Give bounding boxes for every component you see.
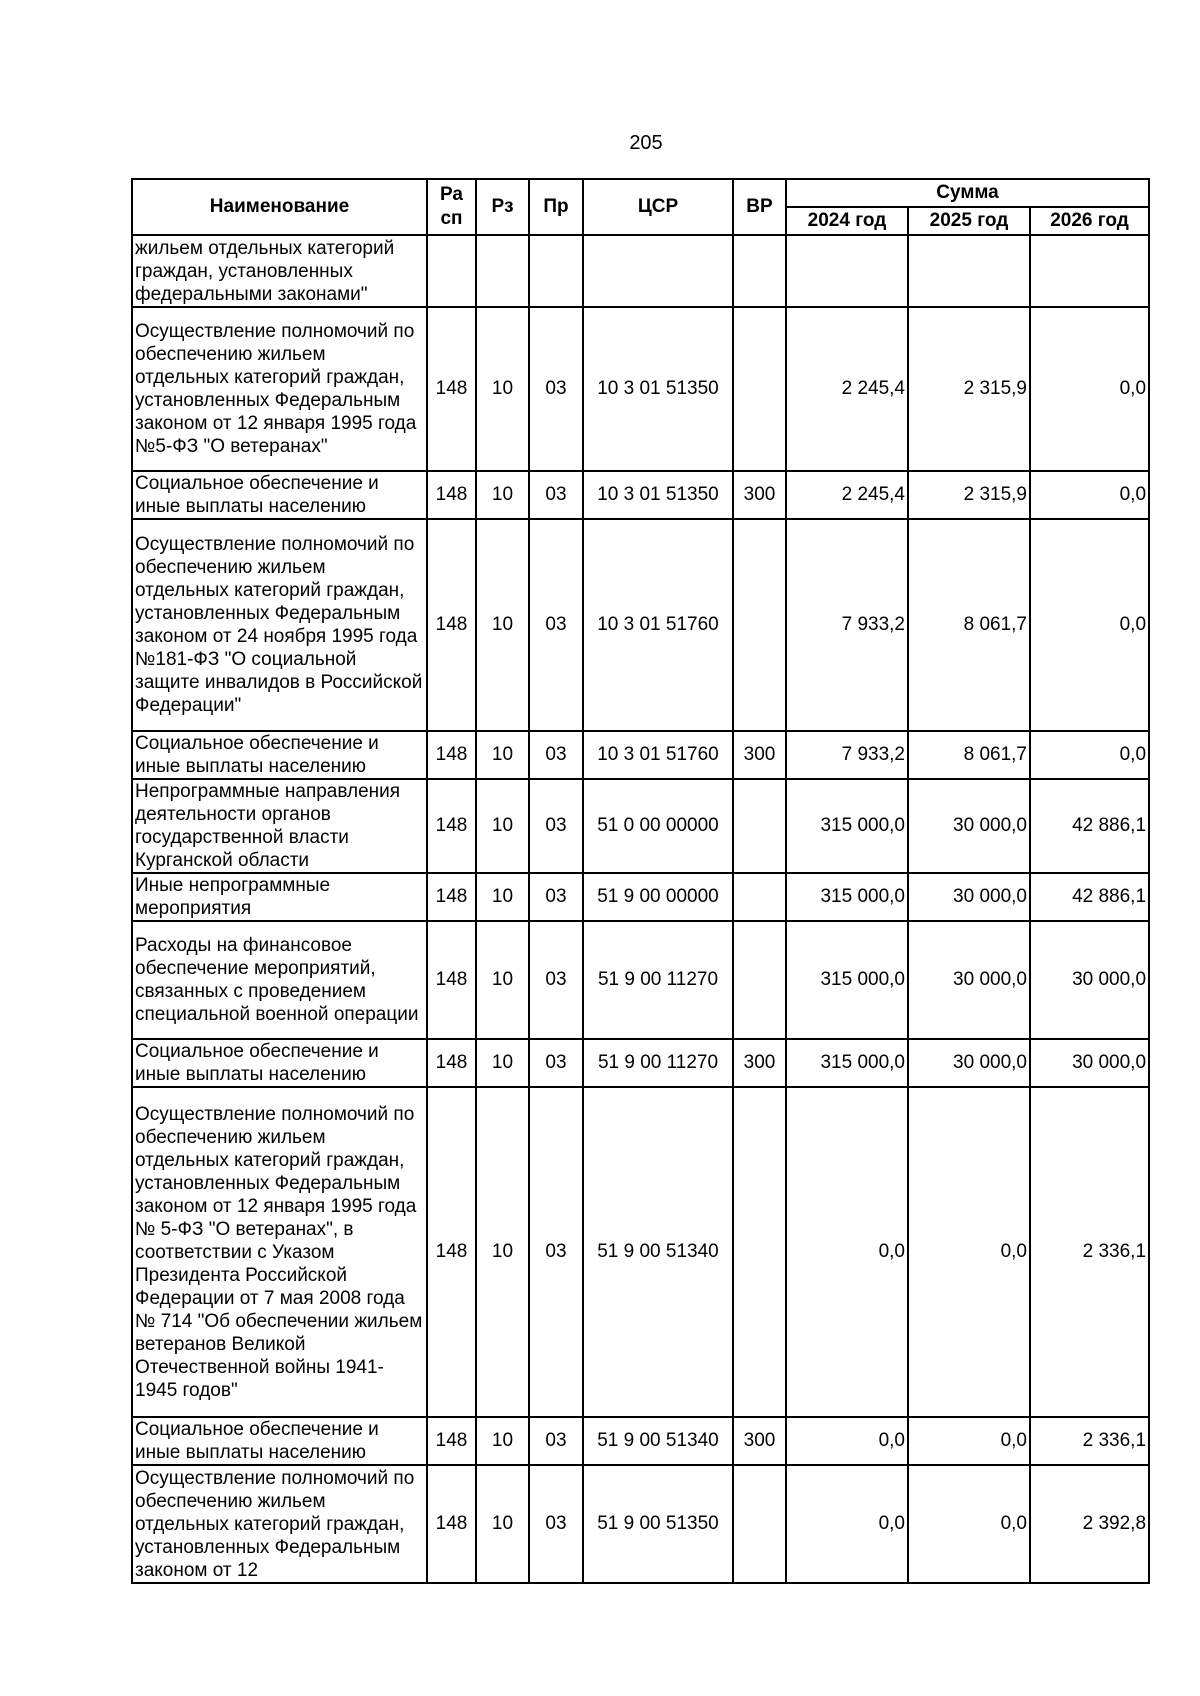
row-name: Осуществление полномочий по обеспечению жильем отдельных категорий граждан, установленных Федеральным законом от 24 ноября 1995 года №181-ФЗ "О социальной защите инвалидов в Российской Федерации" xyxy=(132,519,427,731)
table-row xyxy=(132,235,1149,307)
row-sum-2026: 2 336,1 xyxy=(1030,1087,1149,1417)
row-rz: 10 xyxy=(476,1087,529,1417)
row-pr: 03 xyxy=(529,873,583,921)
row-sum-2026: 0,0 xyxy=(1030,307,1149,471)
row-sum-2026: 2 392,8 xyxy=(1030,1465,1149,1583)
row-name: Осуществление полномочий по обеспечению жильем отдельных категорий граждан, установленных Федеральным законом от 12 января 1995 года № 5-ФЗ "О ветеранах", в соответствии с Указом Президента Российской Федерации от 7 мая 2008 года № 714 "Об обеспечении жильем ветеранов Великой Отечественной войны 1941-1945 годов" xyxy=(132,1087,427,1417)
budget-table xyxy=(131,178,1150,1584)
table-row xyxy=(132,921,1149,1039)
table-row xyxy=(132,873,1149,921)
row-csr: 10 3 01 51350 xyxy=(583,471,733,519)
row-vr: 300 xyxy=(733,471,786,519)
row-rz: 10 xyxy=(476,779,529,873)
row-rasp: 148 xyxy=(427,519,476,731)
row-pr: 03 xyxy=(529,471,583,519)
row-vr: 300 xyxy=(733,1039,786,1087)
row-name: Осуществление полномочий по обеспечению жильем отдельных категорий граждан, установленных Федеральным законом от 12 января 1995 года №5-ФЗ "О ветеранах" xyxy=(132,307,427,471)
row-sum-2026 xyxy=(1030,235,1149,307)
row-sum-2024 xyxy=(786,235,908,307)
row-rz: 10 xyxy=(476,731,529,779)
row-csr xyxy=(583,235,733,307)
row-sum-2025: 0,0 xyxy=(908,1417,1030,1465)
row-sum-2025: 2 315,9 xyxy=(908,307,1030,471)
row-pr: 03 xyxy=(529,1087,583,1417)
row-name: Осуществление полномочий по обеспечению жильем отдельных категорий граждан, установленных Федеральным законом от 12 xyxy=(132,1465,427,1583)
row-sum-2026: 30 000,0 xyxy=(1030,1039,1149,1087)
row-sum-2026: 0,0 xyxy=(1030,731,1149,779)
row-rasp: 148 xyxy=(427,873,476,921)
row-csr: 10 3 01 51350 xyxy=(583,307,733,471)
row-vr xyxy=(733,873,786,921)
row-pr: 03 xyxy=(529,307,583,471)
row-name: Непрограммные направления деятельности органов государственной власти Курганской области xyxy=(132,779,427,873)
row-csr: 10 3 01 51760 xyxy=(583,731,733,779)
row-sum-2024: 315 000,0 xyxy=(786,873,908,921)
header-name: Наименование xyxy=(132,179,427,235)
row-pr: 03 xyxy=(529,731,583,779)
row-rz xyxy=(476,235,529,307)
row-sum-2026: 0,0 xyxy=(1030,519,1149,731)
table-row xyxy=(132,1039,1149,1087)
row-sum-2024: 0,0 xyxy=(786,1087,908,1417)
row-sum-2024: 7 933,2 xyxy=(786,731,908,779)
row-pr: 03 xyxy=(529,921,583,1039)
row-csr: 51 9 00 11270 xyxy=(583,921,733,1039)
header-pr: Пр xyxy=(529,179,583,235)
row-pr: 03 xyxy=(529,1417,583,1465)
row-rz: 10 xyxy=(476,1465,529,1583)
header-2024: 2024 год xyxy=(786,207,908,235)
row-sum-2024: 2 245,4 xyxy=(786,471,908,519)
row-rz: 10 xyxy=(476,921,529,1039)
row-name: Социальное обеспечение и иные выплаты населению xyxy=(132,731,427,779)
row-name: Социальное обеспечение и иные выплаты населению xyxy=(132,1417,427,1465)
table-row xyxy=(132,1465,1149,1583)
row-sum-2026: 42 886,1 xyxy=(1030,779,1149,873)
header-vr: ВР xyxy=(733,179,786,235)
header-sum: Сумма xyxy=(786,179,1149,207)
header-csr: ЦСР xyxy=(583,179,733,235)
row-rz: 10 xyxy=(476,1039,529,1087)
row-csr: 10 3 01 51760 xyxy=(583,519,733,731)
row-vr xyxy=(733,921,786,1039)
row-name: Иные непрограммные мероприятия xyxy=(132,873,427,921)
row-csr: 51 9 00 51340 xyxy=(583,1087,733,1417)
row-rasp: 148 xyxy=(427,471,476,519)
table-row xyxy=(132,471,1149,519)
row-name: Социальное обеспечение и иные выплаты населению xyxy=(132,1039,427,1087)
row-vr xyxy=(733,519,786,731)
row-pr: 03 xyxy=(529,779,583,873)
row-sum-2024: 0,0 xyxy=(786,1465,908,1583)
row-sum-2025: 8 061,7 xyxy=(908,519,1030,731)
row-rz: 10 xyxy=(476,519,529,731)
row-vr xyxy=(733,1465,786,1583)
row-sum-2024: 315 000,0 xyxy=(786,921,908,1039)
table-row xyxy=(132,731,1149,779)
row-rasp: 148 xyxy=(427,921,476,1039)
row-vr xyxy=(733,235,786,307)
row-sum-2024: 2 245,4 xyxy=(786,307,908,471)
row-vr xyxy=(733,1087,786,1417)
table-row xyxy=(132,1417,1149,1465)
row-sum-2025: 8 061,7 xyxy=(908,731,1030,779)
row-sum-2024: 315 000,0 xyxy=(786,1039,908,1087)
row-csr: 51 9 00 51340 xyxy=(583,1417,733,1465)
row-rasp: 148 xyxy=(427,1087,476,1417)
row-vr xyxy=(733,779,786,873)
header-rasp-line1: Ра xyxy=(440,184,463,205)
row-sum-2025 xyxy=(908,235,1030,307)
row-rz: 10 xyxy=(476,307,529,471)
header-rz: Рз xyxy=(476,179,529,235)
row-rasp: 148 xyxy=(427,731,476,779)
row-csr: 51 9 00 51350 xyxy=(583,1465,733,1583)
row-rz: 10 xyxy=(476,873,529,921)
header-rasp-line2: сп xyxy=(440,208,463,229)
row-sum-2024: 315 000,0 xyxy=(786,779,908,873)
row-vr xyxy=(733,307,786,471)
row-name: жильем отдельных категорий граждан, установленных федеральными законами" xyxy=(132,235,427,307)
row-pr: 03 xyxy=(529,519,583,731)
row-sum-2025: 2 315,9 xyxy=(908,471,1030,519)
table-row xyxy=(132,779,1149,873)
row-sum-2025: 0,0 xyxy=(908,1465,1030,1583)
row-sum-2025: 0,0 xyxy=(908,1087,1030,1417)
header-rasp xyxy=(427,179,476,235)
header-2025: 2025 год xyxy=(908,207,1030,235)
table-row xyxy=(132,1087,1149,1417)
row-rasp: 148 xyxy=(427,1039,476,1087)
row-name: Социальное обеспечение и иные выплаты населению xyxy=(132,471,427,519)
row-sum-2026: 0,0 xyxy=(1030,471,1149,519)
row-sum-2025: 30 000,0 xyxy=(908,873,1030,921)
row-vr: 300 xyxy=(733,731,786,779)
row-pr xyxy=(529,235,583,307)
row-rasp: 148 xyxy=(427,307,476,471)
row-sum-2025: 30 000,0 xyxy=(908,779,1030,873)
row-name: Расходы на финансовое обеспечение мероприятий, связанных с проведением специальной военной операции xyxy=(132,921,427,1039)
row-sum-2025: 30 000,0 xyxy=(908,1039,1030,1087)
row-sum-2024: 7 933,2 xyxy=(786,519,908,731)
row-sum-2024: 0,0 xyxy=(786,1417,908,1465)
page-number: 205 xyxy=(629,132,663,154)
table-row xyxy=(132,519,1149,731)
row-rz: 10 xyxy=(476,1417,529,1465)
header-2026: 2026 год xyxy=(1030,207,1149,235)
row-pr: 03 xyxy=(529,1465,583,1583)
table-body xyxy=(132,235,1149,1583)
row-sum-2025: 30 000,0 xyxy=(908,921,1030,1039)
row-rasp: 148 xyxy=(427,779,476,873)
row-rasp xyxy=(427,235,476,307)
row-csr: 51 0 00 00000 xyxy=(583,779,733,873)
row-rasp: 148 xyxy=(427,1417,476,1465)
table-header xyxy=(132,179,1149,235)
row-sum-2026: 30 000,0 xyxy=(1030,921,1149,1039)
table-row xyxy=(132,307,1149,471)
row-sum-2026: 42 886,1 xyxy=(1030,873,1149,921)
row-csr: 51 9 00 11270 xyxy=(583,1039,733,1087)
row-pr: 03 xyxy=(529,1039,583,1087)
row-rasp: 148 xyxy=(427,1465,476,1583)
row-rz: 10 xyxy=(476,471,529,519)
row-sum-2026: 2 336,1 xyxy=(1030,1417,1149,1465)
row-csr: 51 9 00 00000 xyxy=(583,873,733,921)
row-vr: 300 xyxy=(733,1417,786,1465)
